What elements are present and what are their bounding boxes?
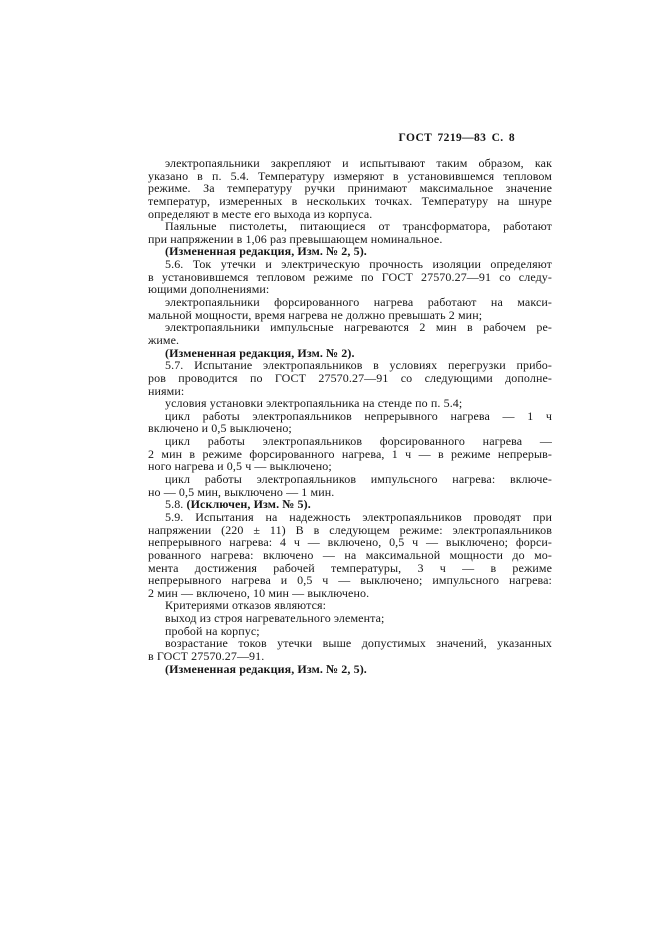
- page-header: ГОСТ 7219—83 С. 8: [398, 132, 515, 144]
- text-line: при напряжении в 1,06 раз превышающем номинальное.: [148, 231, 443, 246]
- text-line: выход из строя нагревательного элемента;: [165, 611, 385, 626]
- text-line: условия установки электропаяльника на стенде по п. 5.4;: [165, 396, 463, 411]
- text-line: электропаяльники импульсные нагреваются 2 мин в рабочем ре-: [165, 320, 552, 335]
- text-line: жиме.: [148, 332, 180, 347]
- text-line: напряжении (220 ± 11) В в следующем режиме: электропаяльников: [148, 522, 552, 537]
- text-line: мента достижения рабочей температуры, 3 ч — в режиме: [148, 560, 552, 575]
- text-line: возрастание токов утечки выше допустимых значений, указанных: [165, 636, 552, 651]
- text-line: 5.7. Испытание электропаяльников в условиях перегрузки прибо-: [165, 358, 552, 373]
- text-line: цикл работы электропаяльников импульсного нагрева: включе-: [165, 472, 552, 487]
- text-line: цикл работы электропаяльников форсированного нагрева —: [165, 434, 552, 449]
- text-segment: 5.8.: [165, 497, 187, 512]
- text-line: 2 мин — включено, 10 мин — выключено.: [148, 585, 370, 600]
- text-line: Критериями отказов являются:: [165, 598, 327, 613]
- text-line: 5.6. Ток утечки и электрическую прочность изоляции определяют: [165, 257, 552, 272]
- text-line: Паяльные пистолеты, питающиеся от трансформатора, работают: [165, 219, 552, 234]
- text-line: электропаяльники закрепляют и испытывают таким образом, как: [165, 156, 552, 170]
- text-line: но — 0,5 мин, выключено — 1 мин.: [148, 484, 335, 499]
- text-line: ниями:: [148, 383, 185, 398]
- text-line: пробой на корпус;: [165, 623, 260, 638]
- text-line: рованного нагрева: включено — на максимальной мощности до мо-: [148, 547, 552, 562]
- text-line: непрерывного нагрева и 0,5 ч — выключено; импульсного нагрева:: [148, 573, 552, 588]
- text-line: ного нагрева и 0,5 ч — выключено;: [148, 459, 332, 474]
- text-line: в ГОСТ 27570.27—91.: [148, 648, 265, 663]
- text-line: 2 мин в режиме форсированного нагрева, 1 ч — в режиме непрерыв-: [148, 446, 552, 461]
- text-line: определяют в месте его выхода из корпуса.: [148, 206, 373, 221]
- text-line: (Измененная редакция, Изм. № 2).: [165, 345, 355, 360]
- text-line: 5.9. Испытания на надежность электропаяльников проводят при: [165, 509, 552, 524]
- text-line: непрерывного нагрева: 4 ч — включено, 0,5 ч — выключено; форси-: [148, 535, 552, 550]
- text-line: в установившемся тепловом режиме по ГОСТ 27570.27—91 со следу-: [148, 269, 552, 284]
- text-line: (Измененная редакция, Изм. № 2, 5).: [165, 244, 367, 259]
- document-body: [148, 157, 552, 675]
- text-line: температур, измеренных в нескольких точках. Температуру на шнуре: [148, 193, 552, 208]
- text-line: включено и 0,5 выключено;: [148, 421, 292, 436]
- text-line: ров проводится по ГОСТ 27570.27—91 со следующими дополне-: [148, 370, 552, 385]
- text-line: режиме. За температуру ручки принимают максимальное значение: [148, 181, 552, 196]
- text-line: мальной мощности, время нагрева не должно превышать 2 мин;: [148, 307, 483, 322]
- text-segment-bold: (Исключен, Изм. № 5).: [186, 497, 311, 512]
- text-line: (Измененная редакция, Изм. № 2, 5).: [165, 661, 367, 676]
- text-line: ющими дополнениями:: [148, 282, 270, 297]
- text-line: электропаяльники форсированного нагрева работают на макси-: [165, 295, 552, 310]
- text-line: цикл работы электропаяльников непрерывного нагрева — 1 ч: [165, 408, 552, 423]
- text-line: указано в п. 5.4. Температуру измеряют в установившемся тепловом: [148, 168, 552, 183]
